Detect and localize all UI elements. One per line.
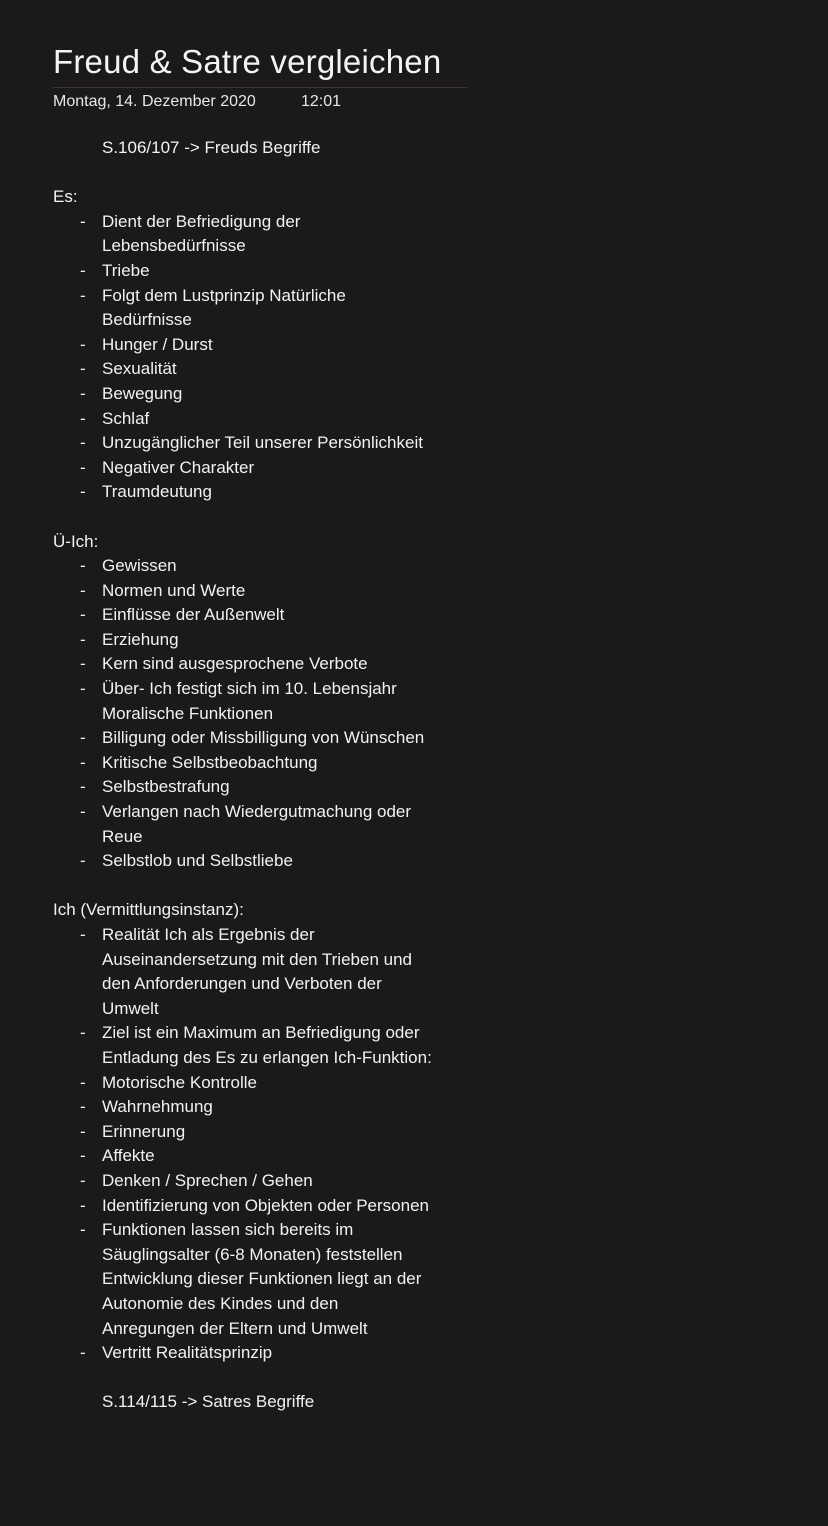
list-item-text: Hunger / Durst (102, 334, 213, 354)
bullet-dash: - (80, 728, 86, 748)
list-item-text: Erziehung (102, 629, 179, 649)
list-item-text: Motorische Kontrolle (102, 1072, 257, 1092)
bullet-dash: - (80, 925, 86, 944)
bullet-list (53, 210, 433, 505)
bullet-dash: - (80, 1097, 86, 1117)
bullet-dash: - (80, 1220, 86, 1240)
list-item-text: Denken / Sprechen / Gehen (102, 1170, 313, 1190)
list-item (53, 456, 433, 481)
list-item (53, 333, 433, 358)
list-item (53, 849, 433, 874)
list-item-text: Folgt dem Lustprinzip Natürliche Bedürfnisse (102, 285, 346, 330)
list-item (53, 628, 433, 653)
title-underline (53, 87, 467, 88)
list-item (53, 210, 433, 259)
bullet-dash: - (80, 580, 86, 600)
bullet-list (53, 923, 433, 1366)
bullet-dash: - (80, 851, 86, 871)
list-item (53, 284, 433, 333)
list-item (53, 1341, 433, 1366)
list-item (53, 357, 433, 382)
list-item (53, 1095, 433, 1120)
page-date: Montag, 14. Dezember 2020 (53, 93, 256, 110)
bullet-dash: - (80, 654, 86, 674)
list-item (53, 382, 433, 407)
bullet-dash: - (80, 629, 86, 649)
list-item-text: Dient der Befriedigung der Lebensbedürfnisse (102, 211, 301, 256)
sections-container (53, 185, 433, 1366)
list-item-text: Selbstlob und Selbstliebe (102, 851, 293, 871)
note-section (53, 185, 433, 505)
list-item (53, 554, 433, 579)
list-item-text: Triebe (102, 260, 150, 280)
bullet-dash: - (80, 777, 86, 797)
next-reference-line: S.114/115 -> Satres Begriffe (102, 1392, 315, 1412)
bullet-dash: - (80, 1072, 86, 1092)
list-item-text: Traumdeutung (102, 482, 212, 502)
note-body[interactable] (53, 136, 433, 1415)
list-item (53, 1218, 433, 1341)
list-item (53, 603, 433, 628)
list-item (53, 579, 433, 604)
list-item-text: Verlangen nach Wiedergutmachung oder Reue (102, 802, 412, 846)
list-item-text: Einflüsse der Außenwelt (102, 605, 285, 625)
bullet-dash: - (80, 1121, 86, 1141)
list-item (53, 407, 433, 432)
list-item (53, 259, 433, 284)
bullet-dash: - (80, 752, 86, 772)
list-item-text: Bewegung (102, 383, 183, 403)
note-section (53, 898, 433, 1365)
list-item-text: Sexualität (102, 359, 177, 379)
bullet-dash: - (80, 408, 86, 428)
list-item (53, 1144, 433, 1169)
section-heading: Ü-Ich: (53, 531, 99, 551)
section-heading: Ich (Vermittlungsinstanz): (53, 900, 244, 920)
bullet-dash: - (80, 334, 86, 354)
bullet-dash: - (80, 1146, 86, 1166)
list-item-text: Kern sind ausgesprochene Verbote (102, 654, 368, 674)
list-item-text: Normen und Werte (102, 580, 246, 600)
list-item-text: Kritische Selbstbeobachtung (102, 752, 318, 772)
bullet-dash: - (80, 260, 86, 280)
list-item-text: Gewissen (102, 556, 177, 576)
list-item (53, 751, 433, 776)
list-item (53, 726, 433, 751)
list-item-text: Selbstbestrafung (102, 777, 230, 797)
bullet-dash: - (80, 1343, 86, 1363)
reference-line: S.106/107 -> Freuds Begriffe (102, 138, 321, 157)
list-item-text: Schlaf (102, 408, 150, 428)
list-item (53, 1194, 433, 1219)
bullet-dash: - (80, 1023, 86, 1043)
bullet-list (53, 554, 433, 874)
list-item-text: Funktionen lassen sich bereits im Säuglingsalter (6-8 Monaten) feststellen Entwicklung dieser Funktionen liegt an der Autonomie des Kindes und den Anregungen der Eltern und Umwelt (102, 1220, 422, 1338)
list-item (53, 677, 433, 726)
bullet-dash: - (80, 211, 86, 231)
list-item (53, 431, 433, 456)
list-item-text: Erinnerung (102, 1121, 186, 1141)
list-item (53, 1169, 433, 1194)
bullet-dash: - (80, 605, 86, 625)
list-item (53, 480, 433, 505)
bullet-dash: - (80, 679, 86, 699)
page-time: 12:01 (301, 93, 342, 110)
list-item-text: Ziel ist ein Maximum an Befriedigung oder Entladung des Es zu erlangen Ich-Funktion: (102, 1023, 432, 1067)
list-item-text: Billigung oder Missbilligung von Wünschen (102, 728, 425, 748)
bullet-dash: - (80, 285, 86, 305)
list-item-text: Wahrnehmung (102, 1097, 213, 1117)
bullet-dash: - (80, 359, 86, 379)
list-item (53, 1071, 433, 1096)
page-title[interactable]: Freud & Satre vergleichen (53, 43, 442, 80)
bullet-dash: - (80, 1170, 86, 1190)
bullet-dash: - (80, 802, 86, 822)
list-item-text: Über- Ich festigt sich im 10. Lebensjahr Moralische Funktionen (102, 679, 397, 723)
list-item-text: Realität Ich als Ergebnis der Auseinandersetzung mit den Trieben und den Anforderungen und Verboten der Umwelt (102, 925, 412, 1018)
list-item (53, 800, 433, 849)
note-section (53, 530, 433, 874)
bullet-dash: - (80, 556, 86, 576)
list-item (53, 1120, 433, 1145)
list-item (53, 923, 433, 1021)
bullet-dash: - (80, 433, 86, 453)
list-item (53, 652, 433, 677)
list-item-text: Vertritt Realitätsprinzip (102, 1343, 273, 1363)
list-item (53, 1021, 433, 1070)
bullet-dash: - (80, 383, 86, 403)
bullet-dash: - (80, 482, 86, 502)
bullet-dash: - (80, 457, 86, 477)
bullet-dash: - (80, 1195, 86, 1215)
section-heading: Es: (53, 187, 78, 207)
list-item-text: Unzugänglicher Teil unserer Persönlichkeit (102, 433, 423, 453)
list-item-text: Identifizierung von Objekten oder Personen (102, 1195, 429, 1215)
list-item-text: Affekte (102, 1146, 155, 1166)
list-item (53, 775, 433, 800)
list-item-text: Negativer Charakter (102, 457, 255, 477)
